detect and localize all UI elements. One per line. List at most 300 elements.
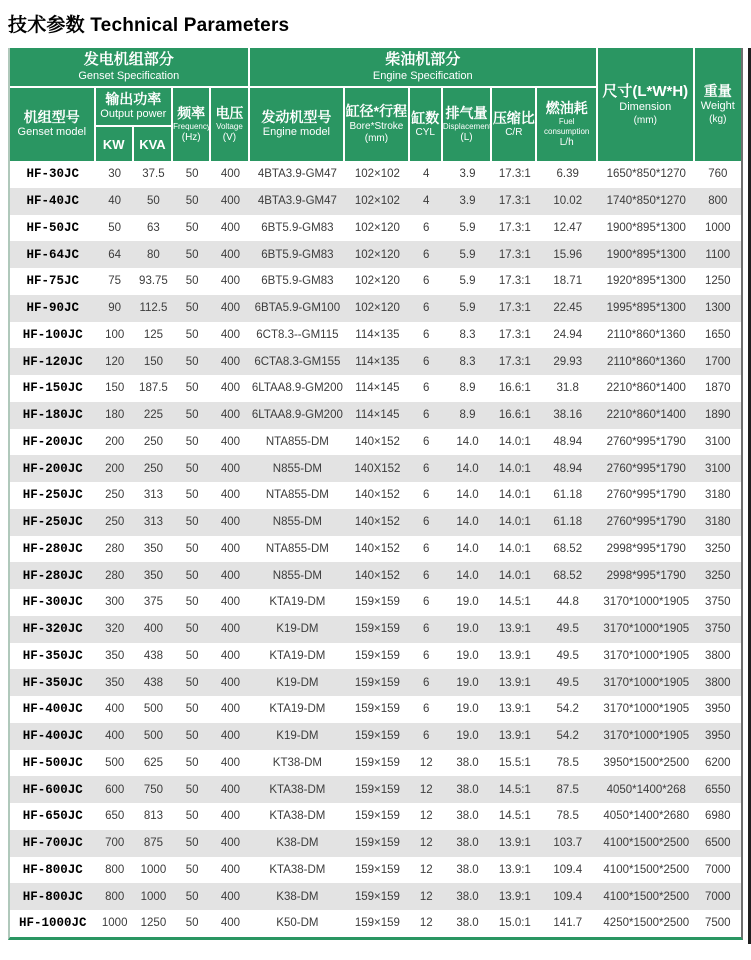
- cell-dimension: 4250*1500*2500: [598, 910, 695, 937]
- cell-frequency-hz: 50: [173, 188, 211, 215]
- cell-weight: 3800: [695, 643, 741, 670]
- cell-compression-ratio: 13.9:1: [492, 616, 537, 643]
- cell-kw: 150: [96, 375, 134, 402]
- table-row: [10, 455, 741, 482]
- cell-cyl: 6: [410, 375, 443, 402]
- cell-fuel-consumption: 29.93: [537, 348, 597, 375]
- cell-bore-stroke: 159×159: [345, 803, 409, 830]
- cell-fuel-consumption: 49.5: [537, 643, 597, 670]
- table-row: [10, 268, 741, 295]
- cell-fuel-consumption: 31.8: [537, 375, 597, 402]
- cell-model: HF-800JC: [10, 883, 96, 910]
- cell-weight: 760: [695, 161, 741, 188]
- cell-bore-stroke: 102×120: [345, 295, 409, 322]
- cell-weight: 3950: [695, 723, 741, 750]
- cell-model: HF-320JC: [10, 616, 96, 643]
- cell-model: HF-350JC: [10, 643, 96, 670]
- cell-cyl: 12: [410, 750, 443, 777]
- col-header-kva: KVA: [134, 127, 173, 161]
- cell-frequency-hz: 50: [173, 589, 211, 616]
- cell-frequency-hz: 50: [173, 268, 211, 295]
- cell-fuel-consumption: 68.52: [537, 536, 597, 563]
- cell-kva: 1250: [134, 910, 173, 937]
- cell-bore-stroke: 159×159: [345, 616, 409, 643]
- cell-kva: 750: [134, 776, 173, 803]
- technical-parameters-table-wrap: [8, 48, 743, 940]
- cell-fuel-consumption: 141.7: [537, 910, 597, 937]
- cell-frequency-hz: 50: [173, 616, 211, 643]
- cell-kw: 400: [96, 723, 134, 750]
- cell-kw: 280: [96, 536, 134, 563]
- cell-model: HF-120JC: [10, 348, 96, 375]
- cell-frequency-hz: 50: [173, 750, 211, 777]
- cell-dimension: 2998*995*1790: [598, 562, 695, 589]
- cell-displacement: 3.9: [443, 188, 492, 215]
- cell-displacement: 38.0: [443, 750, 492, 777]
- cell-voltage-v: 400: [211, 723, 249, 750]
- cell-kw: 800: [96, 883, 134, 910]
- cell-engine-model: KT38-DM: [250, 750, 346, 777]
- cell-kva: 313: [134, 482, 173, 509]
- cell-voltage-v: 400: [211, 589, 249, 616]
- group-header-engine: 柴油机部分 Engine Specification: [250, 48, 598, 88]
- cell-weight: 1000: [695, 215, 741, 242]
- cell-fuel-consumption: 49.5: [537, 616, 597, 643]
- cell-voltage-v: 400: [211, 455, 249, 482]
- cell-kva: 250: [134, 429, 173, 456]
- table-row: [10, 161, 741, 188]
- cell-voltage-v: 400: [211, 562, 249, 589]
- cell-engine-model: 6BT5.9-GM83: [250, 215, 346, 242]
- cell-model: HF-650JC: [10, 803, 96, 830]
- cell-weight: 1300: [695, 295, 741, 322]
- cell-frequency-hz: 50: [173, 482, 211, 509]
- cell-kw: 120: [96, 348, 134, 375]
- table-row: [10, 375, 741, 402]
- cell-cyl: 6: [410, 616, 443, 643]
- cell-weight: 6550: [695, 776, 741, 803]
- cell-frequency-hz: 50: [173, 402, 211, 429]
- cell-cyl: 6: [410, 215, 443, 242]
- cell-bore-stroke: 102×120: [345, 241, 409, 268]
- cell-weight: 1100: [695, 241, 741, 268]
- cell-model: HF-500JC: [10, 750, 96, 777]
- table-row: [10, 910, 741, 937]
- cell-fuel-consumption: 22.45: [537, 295, 597, 322]
- cell-compression-ratio: 17.3:1: [492, 295, 537, 322]
- cell-voltage-v: 400: [211, 616, 249, 643]
- cell-bore-stroke: 114×145: [345, 375, 409, 402]
- cell-bore-stroke: 159×159: [345, 776, 409, 803]
- cell-fuel-consumption: 61.18: [537, 509, 597, 536]
- cell-compression-ratio: 13.9:1: [492, 669, 537, 696]
- cell-kva: 313: [134, 509, 173, 536]
- cell-cyl: 6: [410, 268, 443, 295]
- cell-model: HF-200JC: [10, 429, 96, 456]
- cell-voltage-v: 400: [211, 910, 249, 937]
- cell-weight: 1650: [695, 322, 741, 349]
- cell-compression-ratio: 14.0:1: [492, 562, 537, 589]
- table-row: [10, 241, 741, 268]
- cell-dimension: 3170*1000*1905: [598, 589, 695, 616]
- table-row: [10, 750, 741, 777]
- cell-cyl: 6: [410, 562, 443, 589]
- cell-engine-model: KTA38-DM: [250, 857, 346, 884]
- cell-fuel-consumption: 54.2: [537, 696, 597, 723]
- cell-frequency-hz: 50: [173, 669, 211, 696]
- cell-engine-model: K19-DM: [250, 669, 346, 696]
- cell-model: HF-400JC: [10, 696, 96, 723]
- cell-bore-stroke: 102×120: [345, 268, 409, 295]
- cell-displacement: 8.9: [443, 375, 492, 402]
- cell-kva: 375: [134, 589, 173, 616]
- cell-model: HF-600JC: [10, 776, 96, 803]
- cell-bore-stroke: 159×159: [345, 589, 409, 616]
- cell-fuel-consumption: 18.71: [537, 268, 597, 295]
- cell-bore-stroke: 159×159: [345, 830, 409, 857]
- cell-frequency-hz: 50: [173, 455, 211, 482]
- cell-bore-stroke: 114×135: [345, 322, 409, 349]
- cell-cyl: 6: [410, 322, 443, 349]
- cell-cyl: 6: [410, 589, 443, 616]
- cell-kva: 80: [134, 241, 173, 268]
- cell-weight: 3100: [695, 429, 741, 456]
- cell-kw: 30: [96, 161, 134, 188]
- cell-frequency-hz: 50: [173, 883, 211, 910]
- cell-model: HF-400JC: [10, 723, 96, 750]
- table-row: [10, 669, 741, 696]
- cell-compression-ratio: 14.0:1: [492, 429, 537, 456]
- cell-engine-model: K38-DM: [250, 883, 346, 910]
- cell-model: HF-100JC: [10, 322, 96, 349]
- cell-displacement: 19.0: [443, 589, 492, 616]
- cell-frequency-hz: 50: [173, 348, 211, 375]
- cell-cyl: 12: [410, 857, 443, 884]
- cell-kw: 500: [96, 750, 134, 777]
- cell-cyl: 6: [410, 482, 443, 509]
- cell-engine-model: KTA38-DM: [250, 803, 346, 830]
- spec-table-body: [10, 161, 741, 937]
- cell-engine-model: NTA855-DM: [250, 429, 346, 456]
- cell-engine-model: K19-DM: [250, 616, 346, 643]
- cell-kva: 37.5: [134, 161, 173, 188]
- cell-displacement: 14.0: [443, 429, 492, 456]
- cell-fuel-consumption: 10.02: [537, 188, 597, 215]
- cell-kva: 1000: [134, 857, 173, 884]
- cell-model: HF-40JC: [10, 188, 96, 215]
- cell-bore-stroke: 140×152: [345, 429, 409, 456]
- cell-voltage-v: 400: [211, 402, 249, 429]
- cell-engine-model: NTA855-DM: [250, 482, 346, 509]
- cell-frequency-hz: 50: [173, 215, 211, 242]
- cell-model: HF-250JC: [10, 482, 96, 509]
- cell-fuel-consumption: 103.7: [537, 830, 597, 857]
- cell-cyl: 6: [410, 509, 443, 536]
- col-header-weight: 重量 Weight (kg): [695, 48, 741, 161]
- cell-fuel-consumption: 6.39: [537, 161, 597, 188]
- cell-displacement: 14.0: [443, 482, 492, 509]
- cell-weight: 3180: [695, 509, 741, 536]
- cell-engine-model: K19-DM: [250, 723, 346, 750]
- cell-cyl: 4: [410, 161, 443, 188]
- cell-kva: 875: [134, 830, 173, 857]
- table-row: [10, 589, 741, 616]
- page-title: 技术参数 Technical Parameters: [8, 15, 290, 36]
- cell-kw: 64: [96, 241, 134, 268]
- cell-voltage-v: 400: [211, 188, 249, 215]
- cell-engine-model: KTA19-DM: [250, 589, 346, 616]
- cell-frequency-hz: 50: [173, 723, 211, 750]
- cell-kva: 63: [134, 215, 173, 242]
- cell-fuel-consumption: 44.8: [537, 589, 597, 616]
- cell-model: HF-280JC: [10, 562, 96, 589]
- cell-cyl: 6: [410, 429, 443, 456]
- cell-bore-stroke: 159×159: [345, 723, 409, 750]
- cell-kva: 125: [134, 322, 173, 349]
- cell-compression-ratio: 14.0:1: [492, 455, 537, 482]
- cell-kw: 650: [96, 803, 134, 830]
- cell-fuel-consumption: 48.94: [537, 455, 597, 482]
- cell-frequency-hz: 50: [173, 295, 211, 322]
- cell-bore-stroke: 159×159: [345, 643, 409, 670]
- cell-fuel-consumption: 49.5: [537, 669, 597, 696]
- cell-frequency-hz: 50: [173, 322, 211, 349]
- col-header-output-power: 输出功率 Output power: [96, 88, 174, 127]
- cell-model: HF-50JC: [10, 215, 96, 242]
- cell-dimension: 2760*995*1790: [598, 455, 695, 482]
- cell-bore-stroke: 114×145: [345, 402, 409, 429]
- cell-kva: 50: [134, 188, 173, 215]
- cell-model: HF-1000JC: [10, 910, 96, 937]
- cell-displacement: 38.0: [443, 830, 492, 857]
- table-row: [10, 803, 741, 830]
- cell-displacement: 14.0: [443, 562, 492, 589]
- cell-displacement: 14.0: [443, 455, 492, 482]
- cell-dimension: 1900*895*1300: [598, 215, 695, 242]
- cell-model: HF-75JC: [10, 268, 96, 295]
- table-row: [10, 776, 741, 803]
- table-row: [10, 295, 741, 322]
- cell-compression-ratio: 14.5:1: [492, 589, 537, 616]
- cell-kw: 250: [96, 509, 134, 536]
- table-row: [10, 562, 741, 589]
- cell-compression-ratio: 14.5:1: [492, 803, 537, 830]
- cell-cyl: 6: [410, 723, 443, 750]
- cell-displacement: 38.0: [443, 857, 492, 884]
- cell-displacement: 19.0: [443, 723, 492, 750]
- cell-engine-model: 6BT5.9-GM83: [250, 268, 346, 295]
- cell-voltage-v: 400: [211, 857, 249, 884]
- cell-cyl: 12: [410, 803, 443, 830]
- cell-displacement: 14.0: [443, 536, 492, 563]
- cell-voltage-v: 400: [211, 776, 249, 803]
- cell-voltage-v: 400: [211, 830, 249, 857]
- cell-bore-stroke: 114×135: [345, 348, 409, 375]
- col-header-genset-model: 机组型号 Genset model: [10, 88, 96, 161]
- cell-weight: 1250: [695, 268, 741, 295]
- cell-weight: 1890: [695, 402, 741, 429]
- table-row: [10, 402, 741, 429]
- cell-voltage-v: 400: [211, 803, 249, 830]
- col-header-compression-ratio: 压缩比 C/R: [492, 88, 537, 161]
- cell-dimension: 1900*895*1300: [598, 241, 695, 268]
- cell-kva: 225: [134, 402, 173, 429]
- cell-engine-model: N855-DM: [250, 455, 346, 482]
- cell-voltage-v: 400: [211, 750, 249, 777]
- table-row: [10, 857, 741, 884]
- cell-weight: 7000: [695, 857, 741, 884]
- cell-kva: 813: [134, 803, 173, 830]
- table-row: [10, 830, 741, 857]
- table-row: [10, 322, 741, 349]
- cell-dimension: 4050*1400*2680: [598, 803, 695, 830]
- cell-displacement: 5.9: [443, 215, 492, 242]
- cell-bore-stroke: 159×159: [345, 883, 409, 910]
- cell-bore-stroke: 102×102: [345, 161, 409, 188]
- cell-cyl: 6: [410, 455, 443, 482]
- cell-voltage-v: 400: [211, 643, 249, 670]
- cell-compression-ratio: 13.9:1: [492, 883, 537, 910]
- cell-displacement: 5.9: [443, 268, 492, 295]
- cell-engine-model: 4BTA3.9-GM47: [250, 188, 346, 215]
- table-row: [10, 509, 741, 536]
- cell-voltage-v: 400: [211, 348, 249, 375]
- cell-frequency-hz: 50: [173, 776, 211, 803]
- cell-bore-stroke: 140X152: [345, 455, 409, 482]
- cell-compression-ratio: 16.6:1: [492, 402, 537, 429]
- cell-dimension: 2760*995*1790: [598, 482, 695, 509]
- col-header-kw: KW: [96, 127, 134, 161]
- cell-dimension: 2998*995*1790: [598, 536, 695, 563]
- cell-kw: 800: [96, 857, 134, 884]
- cell-displacement: 38.0: [443, 803, 492, 830]
- cell-fuel-consumption: 12.47: [537, 215, 597, 242]
- cell-frequency-hz: 50: [173, 830, 211, 857]
- cell-kw: 1000: [96, 910, 134, 937]
- cell-engine-model: 6BT5.9-GM83: [250, 241, 346, 268]
- cell-voltage-v: 400: [211, 536, 249, 563]
- cell-kw: 75: [96, 268, 134, 295]
- cell-voltage-v: 400: [211, 482, 249, 509]
- cell-weight: 1870: [695, 375, 741, 402]
- group-header-genset: 发电机组部分 Genset Specification: [10, 48, 250, 88]
- cell-fuel-consumption: 78.5: [537, 750, 597, 777]
- cell-displacement: 19.0: [443, 643, 492, 670]
- cell-compression-ratio: 16.6:1: [492, 375, 537, 402]
- cell-engine-model: KTA19-DM: [250, 696, 346, 723]
- cell-displacement: 8.3: [443, 322, 492, 349]
- cell-engine-model: 6LTAA8.9-GM200: [250, 375, 346, 402]
- cell-compression-ratio: 14.0:1: [492, 509, 537, 536]
- cell-dimension: 3950*1500*2500: [598, 750, 695, 777]
- cell-bore-stroke: 159×159: [345, 857, 409, 884]
- col-header-frequency: 频率 Frequency (Hz): [173, 88, 211, 161]
- cell-kva: 625: [134, 750, 173, 777]
- cell-compression-ratio: 17.3:1: [492, 161, 537, 188]
- cell-kva: 350: [134, 536, 173, 563]
- cell-dimension: 2760*995*1790: [598, 509, 695, 536]
- table-row: [10, 643, 741, 670]
- cell-kw: 320: [96, 616, 134, 643]
- cell-displacement: 8.9: [443, 402, 492, 429]
- cell-bore-stroke: 159×159: [345, 669, 409, 696]
- cell-kva: 350: [134, 562, 173, 589]
- cell-model: HF-300JC: [10, 589, 96, 616]
- cell-dimension: 4100*1500*2500: [598, 883, 695, 910]
- cell-displacement: 19.0: [443, 669, 492, 696]
- cell-weight: 6980: [695, 803, 741, 830]
- cell-weight: 7000: [695, 883, 741, 910]
- cell-kva: 400: [134, 616, 173, 643]
- cell-voltage-v: 400: [211, 322, 249, 349]
- cell-kw: 50: [96, 215, 134, 242]
- cell-dimension: 1650*850*1270: [598, 161, 695, 188]
- cell-kva: 112.5: [134, 295, 173, 322]
- cell-model: HF-700JC: [10, 830, 96, 857]
- right-edge-line: [748, 48, 751, 944]
- cell-kw: 400: [96, 696, 134, 723]
- cell-dimension: 4050*1400*268: [598, 776, 695, 803]
- table-row: [10, 429, 741, 456]
- cell-fuel-consumption: 54.2: [537, 723, 597, 750]
- cell-displacement: 38.0: [443, 883, 492, 910]
- cell-voltage-v: 400: [211, 268, 249, 295]
- table-row: [10, 883, 741, 910]
- cell-kw: 40: [96, 188, 134, 215]
- cell-compression-ratio: 17.3:1: [492, 241, 537, 268]
- cell-kw: 200: [96, 429, 134, 456]
- cell-kw: 350: [96, 669, 134, 696]
- table-row: [10, 482, 741, 509]
- cell-bore-stroke: 159×159: [345, 910, 409, 937]
- cell-frequency-hz: 50: [173, 241, 211, 268]
- cell-fuel-consumption: 68.52: [537, 562, 597, 589]
- cell-bore-stroke: 140×152: [345, 509, 409, 536]
- cell-kva: 187.5: [134, 375, 173, 402]
- cell-frequency-hz: 50: [173, 643, 211, 670]
- cell-dimension: 1740*850*1270: [598, 188, 695, 215]
- cell-displacement: 38.0: [443, 910, 492, 937]
- cell-weight: 6200: [695, 750, 741, 777]
- cell-kw: 90: [96, 295, 134, 322]
- col-header-bore-stroke: 缸径*行程 Bore*Stroke (mm): [345, 88, 409, 161]
- table-row: [10, 696, 741, 723]
- col-header-fuel-consumption: 燃油耗 Fuel consumption L/h: [537, 88, 597, 161]
- cell-compression-ratio: 13.9:1: [492, 830, 537, 857]
- col-header-engine-model: 发动机型号 Engine model: [250, 88, 346, 161]
- cell-model: HF-350JC: [10, 669, 96, 696]
- cell-compression-ratio: 13.9:1: [492, 723, 537, 750]
- cell-cyl: 12: [410, 910, 443, 937]
- cell-model: HF-30JC: [10, 161, 96, 188]
- cell-compression-ratio: 13.9:1: [492, 643, 537, 670]
- cell-cyl: 4: [410, 188, 443, 215]
- cell-weight: 3950: [695, 696, 741, 723]
- cell-voltage-v: 400: [211, 509, 249, 536]
- cell-bore-stroke: 159×159: [345, 750, 409, 777]
- cell-weight: 7500: [695, 910, 741, 937]
- cell-bore-stroke: 140×152: [345, 482, 409, 509]
- cell-fuel-consumption: 48.94: [537, 429, 597, 456]
- cell-cyl: 6: [410, 402, 443, 429]
- cell-cyl: 12: [410, 830, 443, 857]
- cell-displacement: 38.0: [443, 776, 492, 803]
- cell-cyl: 6: [410, 643, 443, 670]
- cell-engine-model: 6LTAA8.9-GM200: [250, 402, 346, 429]
- col-header-voltage: 电压 Voltage (V): [211, 88, 249, 161]
- cell-cyl: 12: [410, 776, 443, 803]
- cell-kva: 150: [134, 348, 173, 375]
